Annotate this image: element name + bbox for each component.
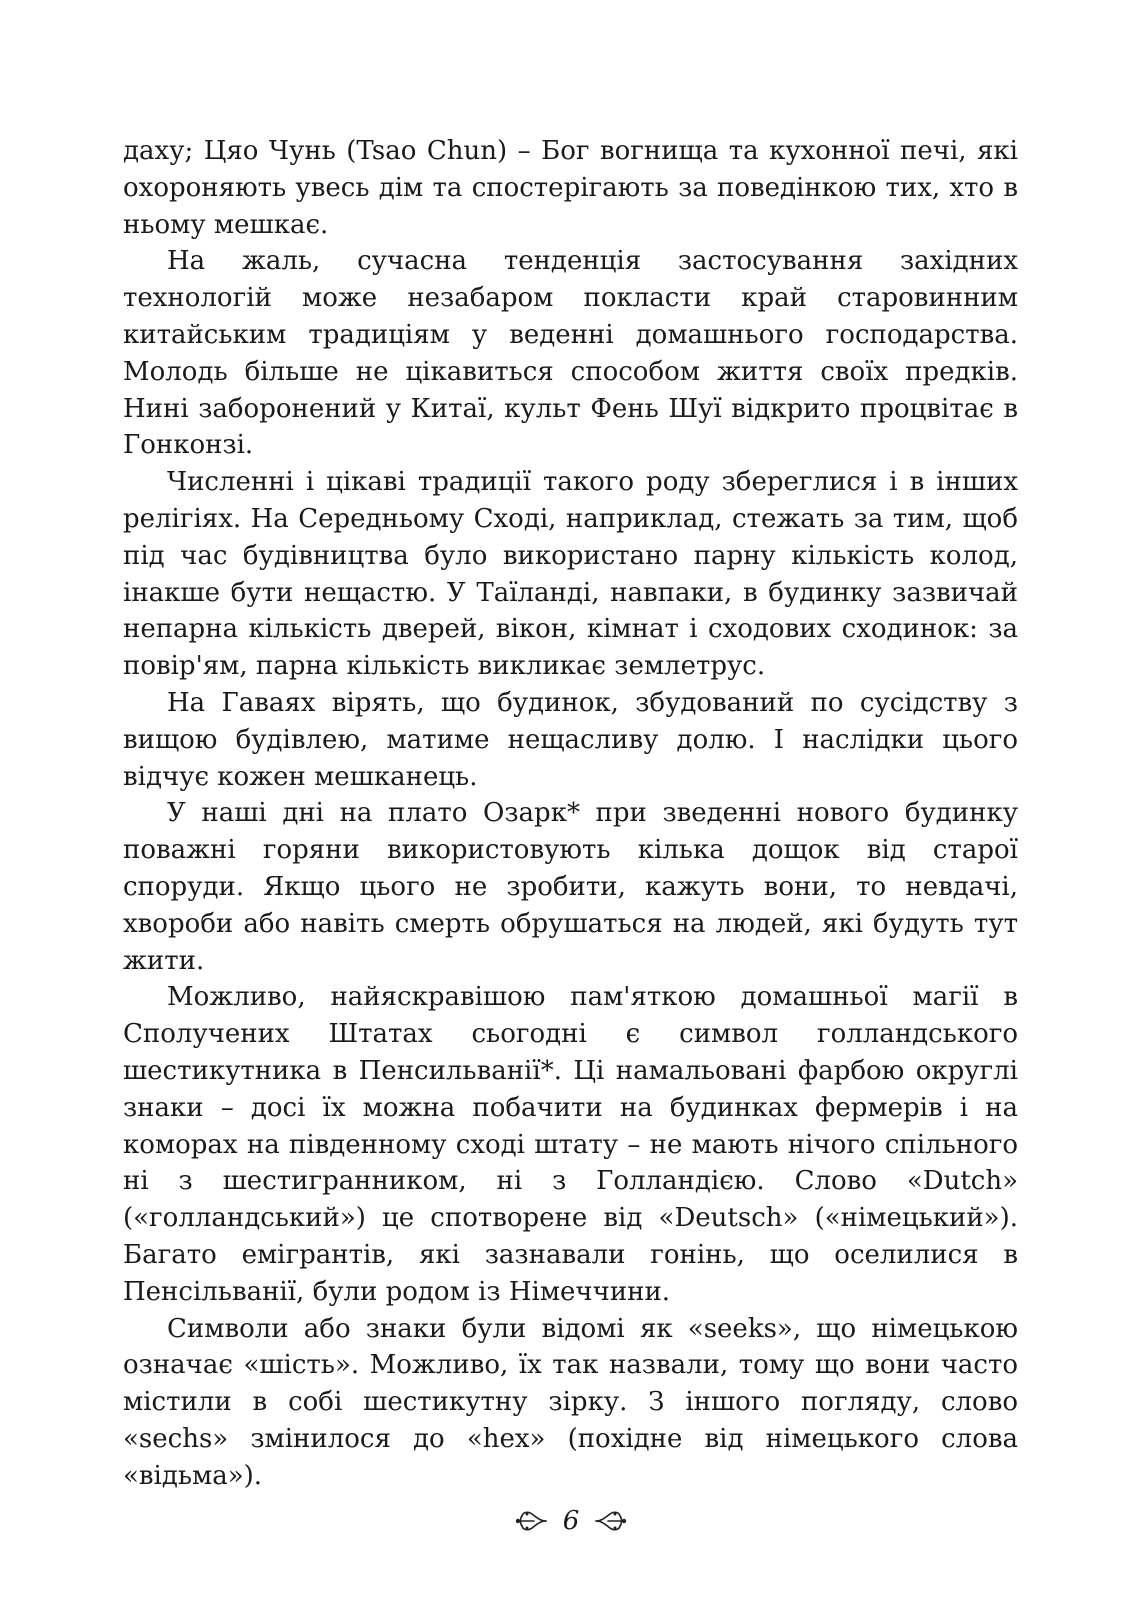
- page-footer: [0, 1505, 1142, 1536]
- page-number: 6: [562, 1506, 580, 1536]
- paragraph-2: На жаль, сучасна тенденція застосування західних технологій може незабаром покласти край старовинним китайським традиціям у веденні домашнього господарства. Молодь більше не цікавиться способом життя своїх предків. Нині заборонений у Китаї, культ Фень Шуї відкрито процвітає в Гонконзі.: [123, 246, 1018, 461]
- paragraph-4: На Гаваях вірять, що будинок, збудований по сусідству з вищою будівлею, матиме нещасливу долю. І наслідки цього відчує кожен мешканець.: [123, 687, 1018, 792]
- paragraph-3: Численні і цікаві традиції такого роду збереглися і в інших релігіях. На Середньому Сході, наприклад, стежать за тим, щоб під час будівництва було використано парну кількість колод, інакше бути нещастю. У Таїланді, навпаки, в будинку зазвичай непарна кількість дверей, вікон, кімнат і сходових сходинок: за повір'ям, парна кількість викликає землетрус.: [123, 467, 1018, 682]
- floral-ornament-right-icon: [594, 1508, 628, 1534]
- floral-ornament-left-icon: [514, 1508, 548, 1534]
- paragraph-1: даху; Цяо Чунь (Tsao Chun) – Бог вогнища та кухонної печі, які охороняють увесь дім та спостерігають за поведінкою тих, хто в ньому мешкає.: [123, 136, 1018, 240]
- paragraph-5: У наші дні на плато Озарк* при зведенні нового будинку поважні горяни використовують кілька дощок від старої споруди. Якщо цього не зробити, кажуть вони, то невдачі, хвороби або навіть смерть обрушаться на людей, які будуть тут жити.: [123, 798, 1018, 976]
- paragraph-6: Можливо, найяскравішою пам'яткою домашньої магії в Сполучених Штатах сьогодні є символ голландського шестикутника в Пенсильванії*. Ці намальовані фарбою округлі знаки – досі їх можна побачити на будинках фермерів і на коморах на південному сході штату – не мають нічого спільного ні з шестигранником, ні з Голландією. Слово «Dutch» («голландський») це спотворене від «Deutsch» («німецький»). Багато емігрантів, які зазнавали гонінь, що оселилися в Пенсільванії, були родом із Німеччини.: [123, 982, 1018, 1307]
- paragraph-7: Символи або знаки були відомі як «seeks», що німецькою означає «шість». Можливо, їх так назвали, тому що вони часто містили в собі шестикутну зірку. З іншого погляду, слово «sechs» змінилося до «hex» (похідне від німецького слова «відьма»).: [123, 1313, 1018, 1491]
- page-body: [123, 133, 1018, 1494]
